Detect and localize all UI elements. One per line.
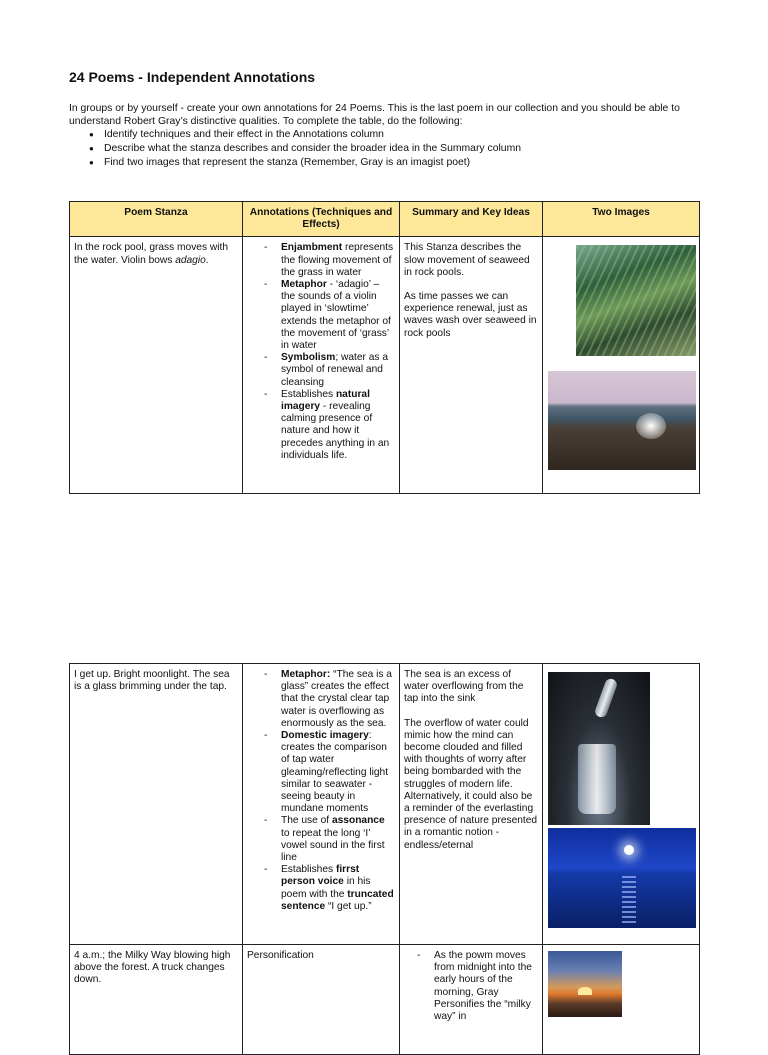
- annotations-cell: Personification: [243, 945, 400, 1055]
- summary-cell: The sea is an excess of water overflowing from the tap into the sink The overflow of water could mimic how the mind can become clouded and filled with thoughts of worry after being bombarded with the struggles of modern life. Alternatively, it could also be a reminder of the everlasting presence of nature presented in a romantic notion - endless/eternal: [400, 664, 543, 945]
- moonlit-sea-image: [548, 828, 696, 928]
- rocky-shore-waves-image: [548, 371, 696, 470]
- images-cell: [543, 237, 700, 494]
- stanza-cell: 4 a.m.; the Milky Way blowing high above the forest. A truck changes down.: [70, 945, 243, 1055]
- list-item: - Establishes natural imagery - revealing calming presence of nature and how it precedes anything in an individuals life.: [281, 389, 395, 462]
- sunset-sky-image: [548, 951, 622, 1017]
- list-item: - Enjambment represents the flowing movement of the grass in water: [281, 242, 395, 279]
- intro-paragraph: In groups or by yourself - create your own annotations for 24 Poems. This is the last poem in our collection and you should be able to understand Robert Gray’s distinctive qualities. To complete the table, do the following:: [69, 103, 680, 127]
- list-item: - Metaphor - ‘adagio’ – the sounds of a violin played in ‘slowtime’ extends the metaphor of the movement of ‘grass’ in water: [281, 279, 395, 352]
- header-annotations: Annotations (Techniques and Effects): [243, 202, 400, 237]
- table-row: [70, 945, 700, 1055]
- summary-cell: This Stanza describes the slow movement of seaweed in rock pools. As time passes we can experience renewal, just as waves wash over seaweed in rock pools: [400, 237, 543, 494]
- stanza-cell: In the rock pool, grass moves with the water. Violin bows adagio.: [70, 237, 243, 494]
- list-item: - The use of assonance to repeat the long ‘I’ vowel sound in the first line: [281, 815, 395, 864]
- list-item: - Metaphor: “The sea is a glass” creates the effect that the crystal clear tap water is overflowing as enormously as the sea.: [281, 669, 395, 730]
- annotations-cell: [243, 237, 400, 494]
- instruction-list: [69, 128, 521, 170]
- table-row: [70, 237, 700, 494]
- list-item: - Domestic imagery: creates the comparison of tap water gleaming/reflecting light similar to seawater - seeing beauty in mundane moments: [281, 730, 395, 815]
- table-header-row: [70, 202, 700, 237]
- stanza-cell: I get up. Bright moonlight. The sea is a glass brimming under the tap.: [70, 664, 243, 945]
- images-cell: [543, 945, 700, 1055]
- header-summary: Summary and Key Ideas: [400, 202, 543, 237]
- annotations-table: [69, 201, 700, 494]
- table-row: [70, 664, 700, 945]
- list-item: - Symbolism; water as a symbol of renewal and cleansing: [281, 352, 395, 389]
- seaweed-rock-pool-image: [576, 245, 696, 356]
- header-two-images: Two Images: [543, 202, 700, 237]
- list-item: - Establishes firrst person voice in his poem with the truncated sentence “I get up.”: [281, 864, 395, 913]
- instruction-item: ● Describe what the stanza describes and consider the broader idea in the Summary column: [69, 142, 521, 156]
- instruction-item: ● Identify techniques and their effect in the Annotations column: [69, 128, 521, 142]
- tap-water-glass-image: [548, 672, 650, 825]
- annotations-table-continued: [69, 663, 700, 1055]
- annotations-cell: [243, 664, 400, 945]
- images-cell: [543, 664, 700, 945]
- page-title: 24 Poems - Independent Annotations: [69, 69, 316, 85]
- list-item: - As the powm moves from midnight into the early hours of the morning, Gray Personifies the “milky way” in: [434, 950, 538, 1023]
- header-poem-stanza: Poem Stanza: [70, 202, 243, 237]
- instruction-item: ● Find two images that represent the stanza (Remember, Gray is an imagist poet): [69, 156, 521, 170]
- summary-cell: [400, 945, 543, 1055]
